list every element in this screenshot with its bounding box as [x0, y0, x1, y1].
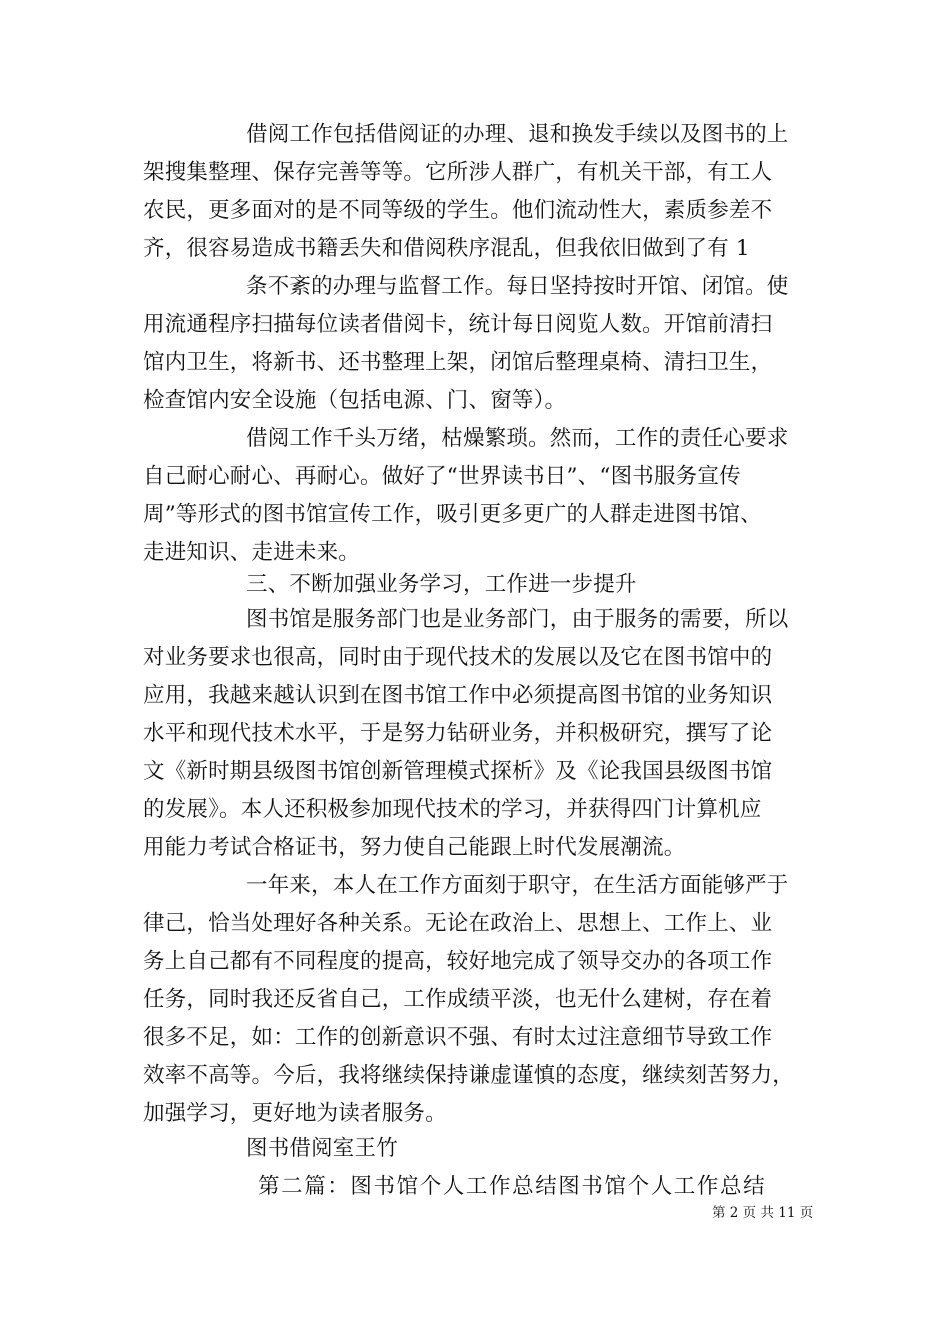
paragraph-line: 用能力考试合格证书，努力使自己能跟上时代发展潮流。 [143, 835, 686, 860]
paragraph-line: 律己，恰当处理好各种关系。无论在政治上、思想上、工作上、业 [143, 911, 773, 936]
paragraph-line: 齐，很容易造成书籍丢失和借阅秩序混乱，但我依旧做到了有 1 [143, 236, 750, 261]
paragraph-line: 架搜集整理、保存完善等等。它所涉人群广，有机关干部，有工人 [143, 160, 773, 185]
paragraph-line: 条不紊的办理与监督工作。每日坚持按时开馆、闭馆。使 [246, 274, 789, 299]
paragraph-line: 借阅工作千头万绪，枯燥繁琐。然而，工作的责任心要求 [246, 426, 789, 451]
signature-line: 图书借阅室王竹 [246, 1136, 398, 1161]
paragraph-line: 的发展》。本人还积极参加现代技术的学习，并获得四门计算机应 [143, 797, 762, 822]
paragraph-line: 文《新时期县级图书馆创新管理模式探析》及《论我国县级图书馆 [143, 759, 773, 784]
paragraph-line: 用流通程序扫描每位读者借阅卡，统计每日阅览人数。开馆前清扫 [143, 312, 773, 337]
paragraph-line: 加强学习，更好地为读者服务。 [143, 1101, 447, 1126]
paragraph-line: 周”等形式的图书馆宣传工作，吸引更多更广的人群走进图书馆、 [143, 502, 762, 527]
paragraph-line: 走进知识、走进未来。 [143, 540, 361, 565]
paragraph-line: 自己耐心耐心、再耐心。做好了“世界读书日”、“图书服务宣传 [143, 464, 741, 489]
paragraph-line: 对业务要求也很高，同时由于现代技术的发展以及它在图书馆中的 [143, 645, 773, 670]
paragraph-line: 务上自己都有不同程度的提高，较好地完成了领导交办的各项工作 [143, 949, 773, 974]
paragraph-line: 馆内卫生，将新书、还书整理上架，闭馆后整理桌椅、清扫卫生， [143, 350, 773, 375]
paragraph-line: 任务，同时我还反省自己，工作成绩平淡，也无什么建树，存在着 [143, 987, 773, 1012]
paragraph-line: 很多不足，如：工作的创新意识不强、有时太过注意细节导致工作 [143, 1025, 773, 1050]
paragraph-line: 水平和现代技术水平，于是努力钻研业务，并积极研究，撰写了论 [143, 721, 773, 746]
paragraph-line: 图书馆是服务部门也是业务部门，由于服务的需要，所以 [246, 607, 789, 632]
paragraph-line: 效率不高等。今后，我将继续保持谦虚谨慎的态度，继续刻苦努力， [143, 1063, 795, 1088]
paragraph-line: 农民，更多面对的是不同等级的学生。他们流动性大，素质参差不 [143, 198, 773, 223]
paragraph-line: 检查馆内安全设施（包括电源、门、窗等）。 [143, 388, 567, 413]
paragraph-line: 借阅工作包括借阅证的办理、退和换发手续以及图书的上 [246, 122, 789, 147]
section-heading: 三、不断加强业务学习，工作进一步提升 [246, 572, 637, 597]
paragraph-line: 应用，我越来越认识到在图书馆工作中必须提高图书馆的业务知识 [143, 683, 773, 708]
paragraph-line: 一年来，本人在工作方面刻于职守，在生活方面能够严于 [246, 873, 789, 898]
page-footer: 第 2 页 共 11 页 [712, 1205, 814, 1221]
next-section-title: 第二篇：图书馆个人工作总结图书馆个人工作总结 [258, 1174, 767, 1199]
